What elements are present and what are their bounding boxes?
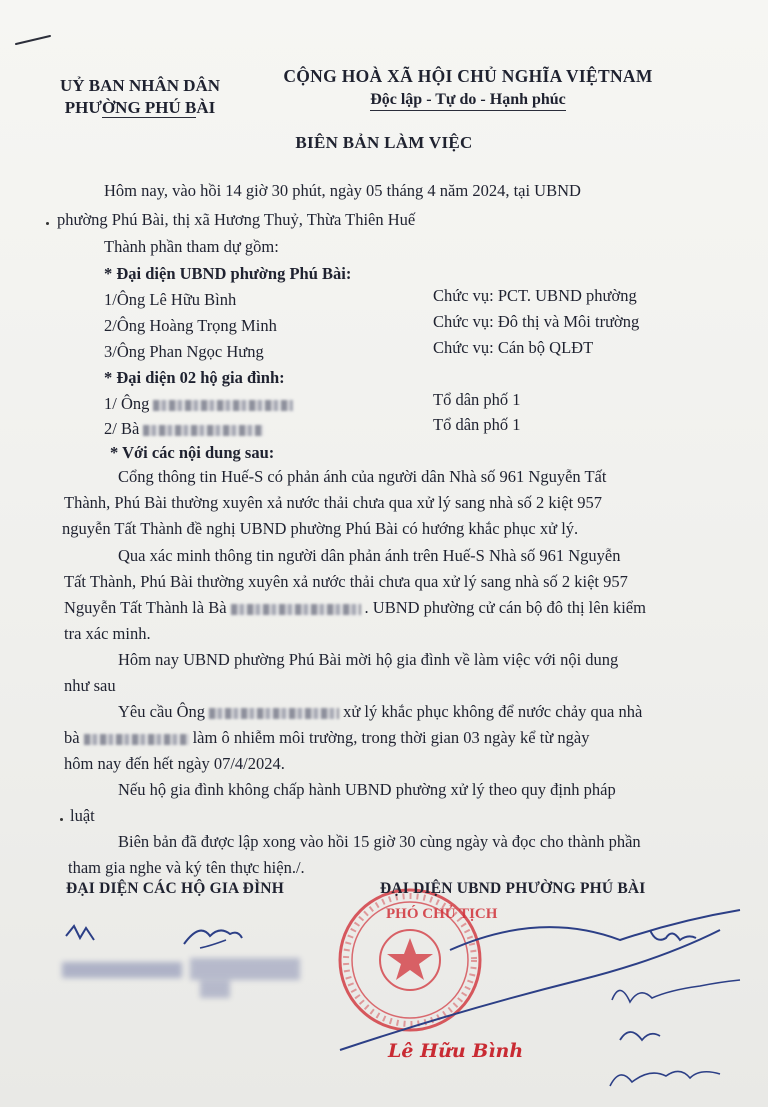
intro-line2: phường Phú Bài, thị xã Hương Thuỷ, Thừa Thiên Huế bbox=[57, 210, 416, 229]
agency-line2-underlined: ỜNG PHÚ B bbox=[101, 98, 197, 117]
national-header bbox=[278, 66, 658, 111]
household-1-group: Tổ dân phố 1 bbox=[433, 390, 521, 409]
p2-line4: tra xác minh. bbox=[64, 624, 151, 643]
agency-header bbox=[60, 75, 220, 119]
national-motto: Độc lập - Tự do - Hạnh phúc bbox=[370, 91, 566, 111]
p4-line2 bbox=[64, 727, 589, 749]
intro-line1: Hôm nay, vào hồi 14 giờ 30 phút, ngày 05 tháng 4 năm 2024, tại UBND bbox=[104, 181, 581, 200]
officials-signatures-icon bbox=[320, 890, 760, 1100]
ubnd-member-1-name: 1/Ông Lê Hữu Bình bbox=[104, 290, 237, 309]
p5-line2: luật bbox=[70, 806, 95, 825]
intro-line3: Thành phần tham dự gồm: bbox=[104, 237, 279, 256]
p2-line1: Qua xác minh thông tin người dân phản ánh trên Huế-S Nhà số 961 Nguyễn bbox=[118, 546, 621, 565]
redacted-name bbox=[143, 425, 263, 436]
p3-line1: Hôm nay UBND phường Phú Bài mời hộ gia đình về làm việc với nội dung bbox=[118, 650, 619, 669]
stamp-title: PHÓ CHỦ TỊCH bbox=[386, 906, 498, 922]
ubnd-heading: * Đại diện UBND phường Phú Bài: bbox=[104, 264, 352, 283]
redacted-name bbox=[231, 604, 361, 615]
p1-line2: Thành, Phú Bài thường xuyên xả nước thải chưa qua xử lý sang nhà số 2 kiệt 957 bbox=[64, 493, 603, 512]
content-heading: * Với các nội dung sau: bbox=[110, 443, 275, 462]
p2-line3-b: . UBND phường cử cán bộ đô thị lên kiểm bbox=[364, 598, 646, 617]
national-title: CỘNG HOÀ XÃ HỘI CHỦ NGHĨA VIỆTNAM bbox=[283, 66, 653, 86]
p2-line3-a: Nguyễn Tất Thành là Bà bbox=[64, 598, 227, 617]
p2-line3 bbox=[64, 597, 646, 619]
p4-line1 bbox=[118, 701, 642, 723]
document-title: BIÊN BẢN LÀM VIỆC bbox=[295, 133, 473, 152]
households-signature-heading: ĐẠI DIỆN CÁC HỘ GIA ĐÌNH bbox=[66, 880, 284, 897]
agency-line1: UỶ BAN NHÂN DÂN bbox=[60, 76, 221, 95]
ubnd-member-3-role: Chức vụ: Cán bộ QLĐT bbox=[433, 338, 594, 357]
p6-line2: tham gia nghe và ký tên thực hiện./. bbox=[68, 858, 305, 877]
ubnd-member-2-role: Chức vụ: Đô thị và Môi trường bbox=[433, 312, 640, 331]
p6-line1: Biên bản đã được lập xong vào hồi 15 giờ 30 cùng ngày và đọc cho thành phần bbox=[118, 832, 641, 851]
ubnd-member-2-name: 2/Ông Hoàng Trọng Minh bbox=[104, 316, 277, 335]
ubnd-signature-heading: ĐẠI DIỆN UBND PHƯỜNG PHÚ BÀI bbox=[380, 880, 646, 897]
household-2-name: 2/ Bà bbox=[104, 419, 140, 438]
p4-line1-b: xử lý khắc phục không để nước chảy qua nhà bbox=[343, 702, 643, 721]
agency-line2 bbox=[60, 97, 220, 119]
p5-line1: Nếu hộ gia đình không chấp hành UBND phường xử lý theo quy định pháp bbox=[118, 780, 616, 799]
redacted-name bbox=[84, 734, 189, 745]
redacted-name bbox=[153, 400, 293, 411]
p4-line2-b: làm ô nhiễm môi trường, trong thời gian 03 ngày kể từ ngày bbox=[192, 728, 590, 747]
p4-line3: hôm nay đến hết ngày 07/4/2024. bbox=[64, 754, 285, 773]
agency-line2-c: ÀI bbox=[196, 98, 216, 117]
p4-line1-a: Yêu cầu Ông bbox=[118, 702, 206, 721]
agency-line2-a: PHƯ bbox=[64, 98, 102, 117]
pen-mark bbox=[14, 30, 54, 50]
margin-dot bbox=[60, 818, 63, 821]
households-heading: * Đại diện 02 hộ gia đình: bbox=[104, 368, 285, 387]
p3-line2: như sau bbox=[64, 676, 116, 695]
household-2 bbox=[104, 418, 267, 440]
ubnd-member-3-name: 3/Ông Phan Ngọc Hưng bbox=[104, 342, 264, 361]
signer-name: Lê Hữu Bình bbox=[388, 1040, 524, 1062]
household-1-name: 1/ Ông bbox=[104, 394, 150, 413]
household-2-group: Tổ dân phố 1 bbox=[433, 415, 521, 434]
household-signatures-icon bbox=[50, 918, 310, 1008]
ubnd-member-1-role: Chức vụ: PCT. UBND phường bbox=[433, 286, 637, 305]
p1-line3: nguyễn Tất Thành đề nghị UBND phường Phú Bài có hướng khắc phục xử lý. bbox=[62, 519, 579, 538]
redacted-name bbox=[209, 708, 339, 719]
margin-dot bbox=[46, 222, 49, 225]
p4-line2-a: bà bbox=[64, 728, 80, 747]
household-1 bbox=[104, 393, 297, 415]
p2-line2: Tất Thành, Phú Bài thường xuyên xả nước thải chưa qua xử lý sang nhà số 2 kiệt 957 bbox=[64, 572, 628, 591]
p1-line1: Cổng thông tin Huế-S có phản ánh của người dân Nhà số 961 Nguyễn Tất bbox=[118, 467, 607, 486]
